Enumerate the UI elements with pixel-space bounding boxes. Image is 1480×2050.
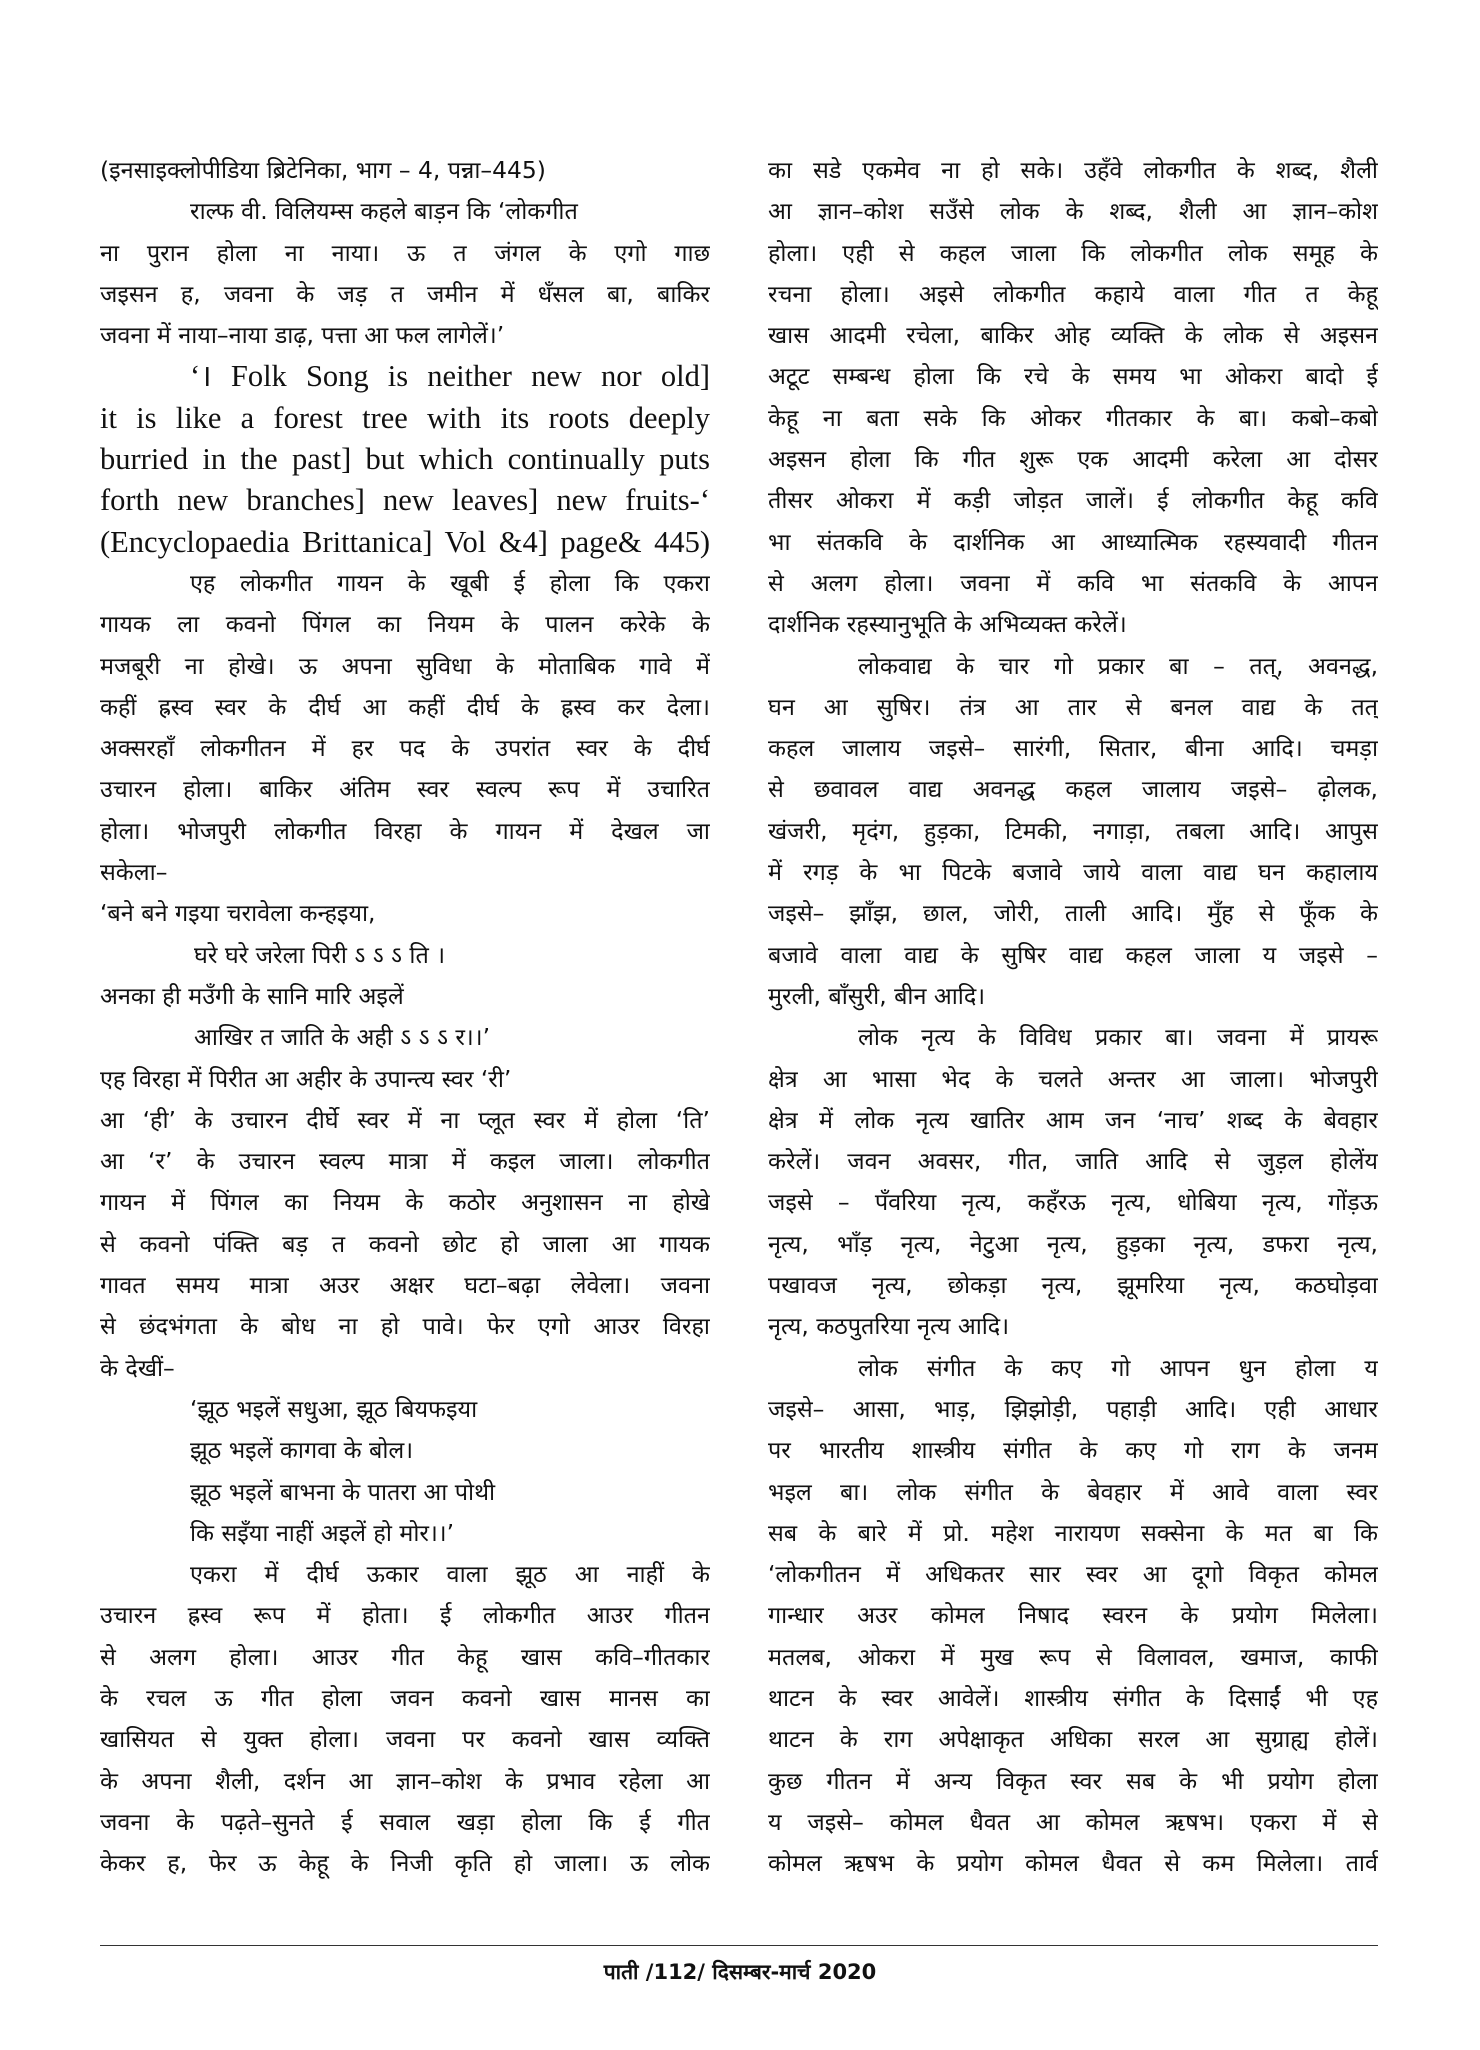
text-line: कुछ गीतन में अन्य विकृत स्वर सब के भी प्रयोग होला [768,1766,1378,1795]
paragraph-start-line: लोकवाद्य के चार गो प्रकार बा – तत्, अवनद्ध, [858,651,1378,680]
text-line: ‘लोकगीतन में अधिकतर सार स्वर आ दूगो विकृत कोमल [768,1560,1378,1589]
text-line: तीसर ओकरा में कड़ी जोड़त जालें। ई लोकगीत केहू कवि [768,486,1378,515]
text-line: खासियत से युक्त होला। जवना पर कवनो खास व्यक्ति [100,1725,710,1754]
text-line: सब के बारे में प्रो. महेश नारायण सक्सेना के मत बा कि [768,1518,1378,1547]
text-line: घन आ सुषिर। तंत्र आ तार से बनल वाद्य के तत् [768,692,1378,721]
text-line: जइसे– झाँझ, छाल, जोरी, ताली आदि। मुँह से फूँक के [768,899,1378,928]
paragraph-start-line: लोक नृत्य के विविध प्रकार बा। जवना में प्रायरू [858,1023,1378,1052]
text-line: से छवावल वाद्य अवनद्ध कहल जालाय जइसे– ढ़ोलक, [768,775,1378,804]
text-line: जवना के पढ़ते–सुनते ई सवाल खड़ा होला कि ई गीत [100,1807,710,1836]
text-line: जवना में नाया–नाया डाढ़, पत्ता आ फल लागेलें।’ [100,321,505,350]
text-line: से अलग होला। आउर गीत केहू खास कवि–गीतकार [100,1642,710,1671]
text-line: गावत समय मात्रा अउर अक्षर घटा–बढ़ा लेवेला। जवना [100,1271,710,1300]
text-line: आ ‘र’ के उचारन स्वल्प मात्रा में कइल जाला। लोकगीत [100,1147,710,1176]
text-line: से अलग होला। जवना में कवि भा संतकवि के आपन [768,568,1378,597]
verse-line: झूठ भइलें कागवा के बोल। [190,1436,414,1465]
text-line: क्षेत्र में लोक नृत्य खातिर आम जन ‘नाच’ शब्द के बेवहार [768,1105,1378,1134]
text-line: जइसे – पँवरिया नृत्य, कहँरऊ नृत्य, धोबिया नृत्य, गोंड़ऊ [768,1188,1378,1217]
text-line: जइसन ह, जवना के जड़ त जमीन में धँसल बा, बाकिर [100,279,710,308]
text-line: जइसे– आसा, भाड़, झिझोड़ी, पहाड़ी आदि। एही आधार [768,1394,1378,1423]
text-line: मजबूरी ना होखे। ऊ अपना सुविधा के मोताबिक गावे में [100,651,710,680]
text-line: का सडे एकमेव ना हो सके। उहँवे लोकगीत के शब्द, शैली [768,156,1378,184]
text-line: बजावे वाला वाद्य के सुषिर वाद्य कहल जाला य जइसे – [768,940,1378,969]
text-line: थाटन के राग अपेक्षाकृत अधिका सरल आ सुग्राह्य होलें। [768,1725,1378,1754]
text-line: होला। एही से कहल जाला कि लोकगीत लोक समूह के [768,238,1378,267]
text-line: भा संतकवि के दार्शनिक आ आध्यात्मिक रहस्यवादी गीतन [768,527,1378,556]
english-quote-line: it is like a forest tree with its roots deeply [100,400,710,435]
text-line: पखावज नृत्य, छोकड़ा नृत्य, झूमरिया नृत्य, कठघोड़वा [768,1271,1378,1300]
text-line: के देखीं– [100,1353,175,1382]
text-line: से कवनो पंक्ति बड़ त कवनो छोट हो जाला आ गायक [100,1229,710,1258]
text-line: गायन में पिंगल का नियम के कठोर अनुशासन ना होखे [100,1188,710,1217]
text-line: मतलब, ओकरा में मुख रूप से विलावल, खमाज, काफी [768,1642,1378,1671]
text-line: मुरली, बाँसुरी, बीन आदि। [768,981,986,1010]
text-line: से छंदभंगता के बोध ना हो पावे। फेर एगो आउर विरहा [100,1312,710,1341]
english-quote-line: forth new branches] new leaves] new fruits-‘ [100,483,710,518]
text-line: खंजरी, मृदंग, हुड़का, टिमकी, नगाड़ा, तबला आदि। आपुस [768,816,1378,845]
text-line: नृत्य, भाँड़ नृत्य, नेटुआ नृत्य, हुड़का नृत्य, डफरा नृत्य, [768,1229,1378,1258]
verse-line: अनका ही मउँगी के सानि मारि अइलें [100,981,404,1010]
paragraph-start-line: एह लोकगीत गायन के खूबी ई होला कि एकरा [190,568,710,597]
verse-line: कि सइँया नाहीं अइलें हो मोर।।’ [190,1518,455,1547]
text-line: दार्शनिक रहस्यानुभूति के अभिव्यक्त करेलें। [768,610,1127,639]
right-text-column [768,150,1378,1884]
text-line: थाटन के स्वर आवेलें। शास्त्रीय संगीत के दिसाईं भी एह [768,1683,1378,1712]
text-line: केहू ना बता सके कि ओकर गीतकार के बा। कबो–कबो [768,403,1378,432]
verse-line: झूठ भइलें बाभना के पातरा आ पोथी [190,1477,496,1506]
text-line: आ ‘ही’ के उचारन दीर्घे स्वर में ना प्लूत स्वर में होला ‘ति’ [100,1105,710,1134]
text-line: में रगड़ के भा पिटके बजावे जाये वाला वाद्य घन कहालाय [768,858,1378,887]
verse-line: घरे घरे जरेला पिरी ऽ ऽ ऽ ति । [194,940,446,969]
text-line: कहीं ह्रस्व स्वर के दीर्घ आ कहीं दीर्घ के ह्रस्व कर देला। [100,692,710,721]
english-quote-line: burried in the past] but which continually puts [100,442,710,477]
text-line: सकेला– [100,858,168,887]
text-line: गान्धार अउर कोमल निषाद स्वरन के प्रयोग मिलेला। [768,1601,1378,1630]
text-line: कोमल ऋषभ के प्रयोग कोमल धैवत से कम मिलेला। तार्व [768,1849,1378,1878]
english-quote-line: ‘। Folk Song is neither new nor old] [190,359,710,394]
text-line: रचना होला। अइसे लोकगीत कहाये वाला गीत त केहू [768,279,1378,308]
text-line: आ ज्ञान–कोश सउँसे लोक के शब्द, शैली आ ज्ञान–कोश [768,197,1378,226]
text-line: होला। भोजपुरी लोकगीत विरहा के गायन में देखल जा [100,816,710,845]
paragraph-start-line: एकरा में दीर्घ ऊकार वाला झूठ आ नाहीं के [190,1560,710,1589]
text-line: करेलें। जवन अवसर, गीत, जाति आदि से जुड़ल होलेंय [768,1147,1378,1176]
text-line: के अपना शैली, दर्शन आ ज्ञान–कोश के प्रभाव रहेला आ [100,1766,710,1795]
verse-line: ‘झूठ भइलें सधुआ, झूठ बियफइया [190,1394,478,1423]
text-line: भइल बा। लोक संगीत के बेवहार में आवे वाला स्वर [768,1477,1378,1506]
text-line: अक्सरहाँ लोकगीतन में हर पद के उपरांत स्वर के दीर्घ [100,734,710,763]
left-text-column [100,150,710,1884]
text-line: क्षेत्र आ भासा भेद के चलते अन्तर आ जाला। भोजपुरी [768,1064,1378,1093]
english-quote-line: (Encyclopaedia Brittanica] Vol &4] page& 445) [100,524,710,559]
text-line: एह विरहा में पिरीत आ अहीर के उपान्त्य स्वर ‘री’ [100,1064,512,1093]
verse-line: आखिर त जाति के अही ऽ ऽ ऽ र।।’ [194,1023,491,1052]
text-line: उचारन होला। बाकिर अंतिम स्वर स्वल्प रूप में उचारित [100,775,710,804]
text-line: अइसन होला कि गीत शुरू एक आदमी करेला आ दोसर [768,445,1378,474]
footer-divider [100,1945,1378,1946]
text-line: के रचल ऊ गीत होला जवन कवनो खास मानस का [100,1683,710,1712]
paragraph-start-line: राल्फ वी. विलियम्स कहले बाड़न कि ‘लोकगीत [190,197,578,226]
text-line: नृत्य, कठपुतरिया नृत्य आदि। [768,1312,1010,1341]
text-line: खास आदमी रचेला, बाकिर ओह व्यक्ति के लोक से अइसन [768,321,1378,350]
text-line: उचारन ह्रस्व रूप में होता। ई लोकगीत आउर गीतन [100,1601,710,1630]
verse-line: ‘बने बने गइया चरावेला कन्हइया, [100,899,376,928]
text-line: केकर ह, फेर ऊ केहू के निजी कृति हो जाला। ऊ लोक [100,1849,710,1878]
text-line: कहल जालाय जइसे– सारंगी, सितार, बीना आदि। चमड़ा [768,734,1378,763]
text-line: अटूट सम्बन्ध होला कि रचे के समय भा ओकरा बादो ई [768,362,1378,391]
text-line: पर भारतीय शास्त्रीय संगीत के कए गो राग के जनम [768,1436,1378,1465]
citation-line: (इनसाइक्लोपीडिया ब्रिटेनिका, भाग – 4, पन्ना–445) [100,156,546,184]
page-footer: पाती /112/ दिसम्बर-मार्च 2020 [603,1960,877,1984]
text-line: य जइसे– कोमल धैवत आ कोमल ऋषभ। एकरा में से [768,1807,1378,1836]
text-line: ना पुरान होला ना नाया। ऊ त जंगल के एगो गाछ [100,238,710,267]
text-line: गायक ला कवनो पिंगल का नियम के पालन करेके के [100,610,710,639]
paragraph-start-line: लोक संगीत के कए गो आपन धुन होला य [858,1353,1378,1382]
